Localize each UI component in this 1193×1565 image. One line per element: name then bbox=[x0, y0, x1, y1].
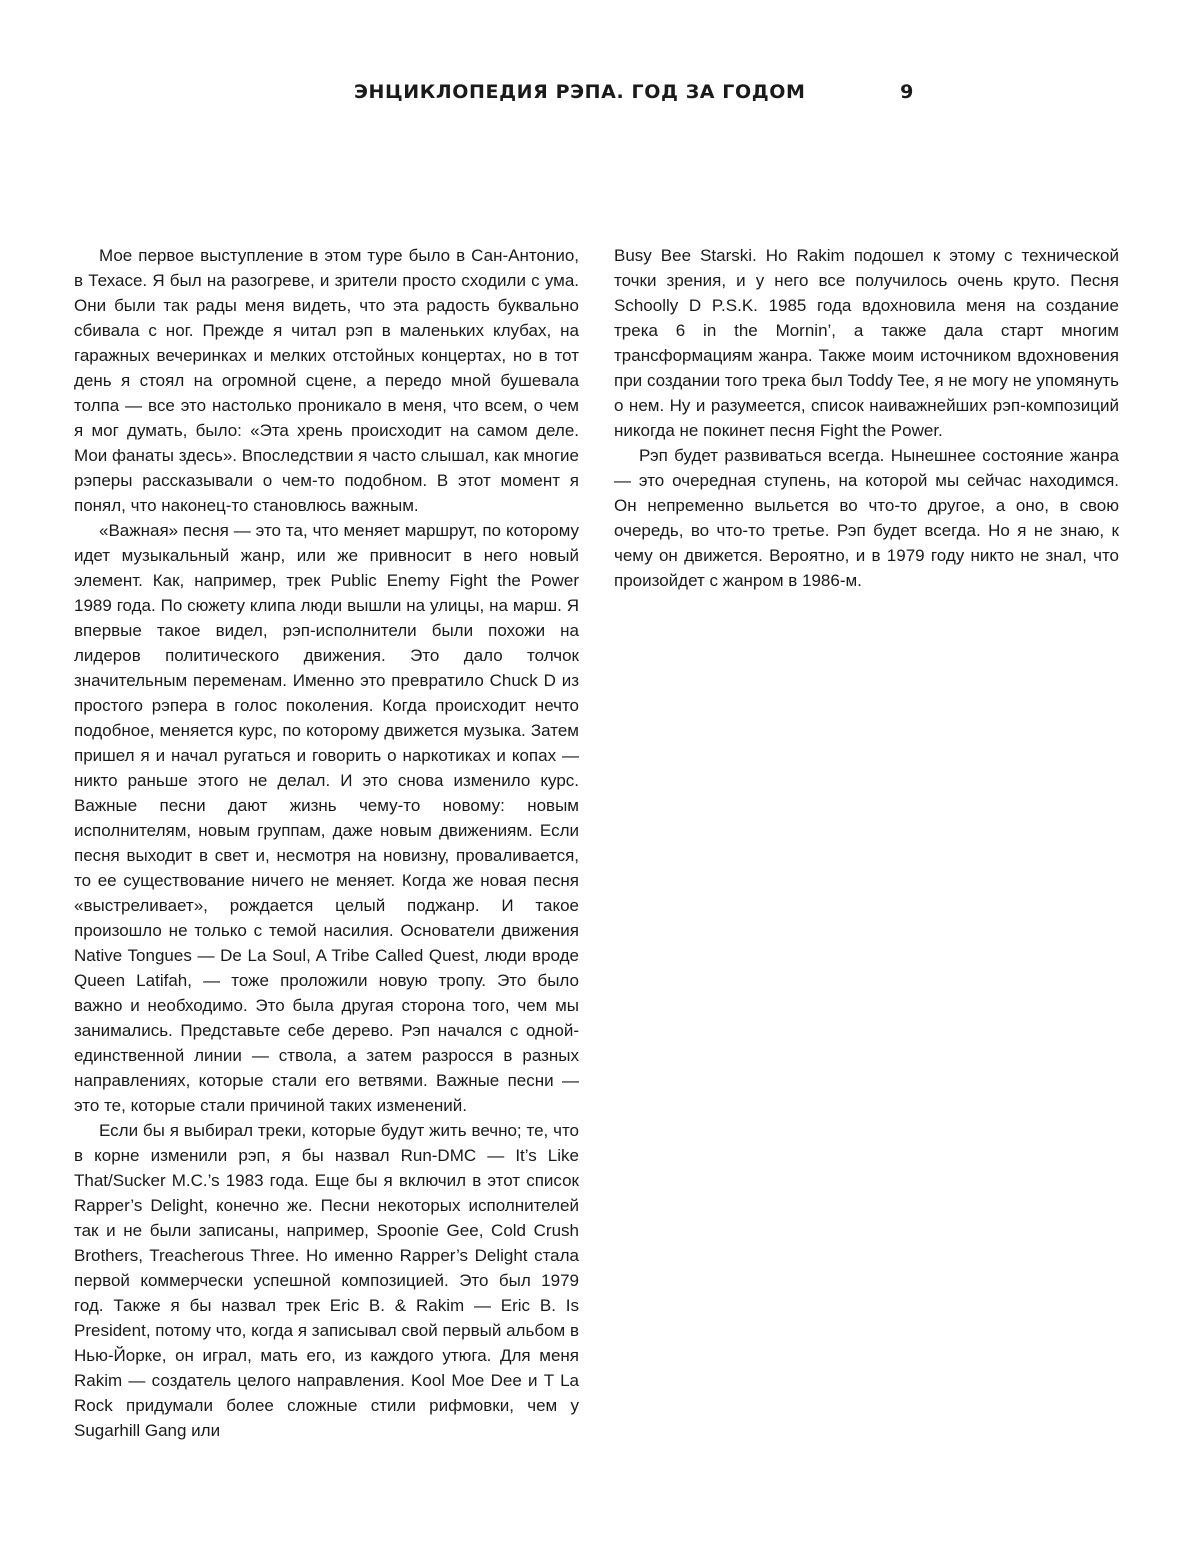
running-header bbox=[354, 78, 914, 112]
continued-paragraph: Busy Bee Starski. Но Rakim подошел к этому с технической точки зрения, и у него все получилось очень круто. Песня Schoolly D P.S.K. 1985 года вдохновила меня на создание трека 6 in the Mornin’, а также дала старт многим трансформациям жанра. Также моим источником вдохновения при создании того трека был Toddy Tee, я не могу не упомянуть о нем. Ну и разумеется, список наиважнейших рэп-композиций никогда не покинет песня Fight the Power. bbox=[614, 246, 1119, 440]
body-paragraph: «Важная» песня — это та, что меняет маршрут, по которому идет музыкальный жанр, или же привносит в него новый элемент. Как, например, трек Public Enemy Fight the Power 1989 года. По сюжету клипа люди вышли на улицы, на марш. Я впервые такое видел, рэп-исполнители были похожи на лидеров политического движения. Это дало толчок значительным переменам. Именно это превратило Chuck D из простого рэпера в голос поколения. Когда происходит нечто подобное, меняется курс, по которому движется музыка. Затем пришел я и начал ругаться и говорить о наркотиках и копах — никто раньше этого не делал. И это снова изменило курс. Важные песни дают жизнь чему-то новому: новым исполнителям, новым группам, даже новым движениям. Если песня выходит в свет и, несмотря на новизну, проваливается, то ее существование ничего не меняет. Когда же новая песня «выстреливает», рождается целый поджанр. И такое произошло не только с темой насилия. Основатели движения Native Tongues — De La Soul, A Tribe Called Quest, люди вроде Queen Latifah, — тоже проложили новую тропу. Это было важно и необходимо. Это была другая сторона того, чем мы занимались. Представьте себе дерево. Рэп начался с одной-единственной линии — ствола, а затем разросся в разных направлениях, которые стали его ветвями. Важные песни — это те, которые стали причиной таких изменений. bbox=[74, 521, 579, 1115]
body-paragraph: Если бы я выбирал треки, которые будут жить вечно; те, что в корне изменили рэп, я бы назвал Run-DMC — It’s Like That/Sucker M.C.’s 1983 года. Еще бы я включил в этот список Rapper’s Delight, конечно же. Песни некоторых исполнителей так и не были записаны, например, Spoonie Gee, Cold Crush Brothers, Treacherous Three. Но именно Rapper’s Delight стала первой коммерчески успешной композицией. Это был 1979 год. Также я бы назвал трек Eric B. & Rakim — Eric B. Is President, потому что, когда я записывал свой первый альбом в Нью-Йорке, он играл, мать его, из каждого утюга. Для меня Rakim — создатель целого направления. Kool Moe Dee и T La Rock придумали более сложные стили рифмовки, чем у Sugarhill Gang или bbox=[74, 1121, 579, 1440]
right-column bbox=[614, 243, 1119, 593]
page-number: 9 bbox=[900, 81, 914, 103]
body-paragraph: Рэп будет развиваться всегда. Нынешнее состояние жанра — это очередная ступень, на которой мы сейчас находимся. Он непременно выльется во что-то другое, а оно, в свою очередь, во что-то третье. Рэп будет всегда. Но я не знаю, к чему он движется. Вероятно, и в 1979 году никто не знал, что произойдет с жанром в 1986-м. bbox=[614, 446, 1119, 590]
body-paragraph: Мое первое выступление в этом туре было в Сан-Антонио, в Техасе. Я был на разогреве, и зрители просто сходили с ума. Они были так рады меня видеть, что эта радость буквально сбивала с ног. Прежде я читал рэп в маленьких клубах, на гаражных вечеринках и мелких отстойных концертах, но в тот день я стоял на огромной сцене, а передо мной бушевала толпа — все это настолько проникало в меня, что всем, о чем я мог думать, было: «Эта хрень происходит на самом деле. Мои фанаты здесь». Впоследствии я часто слышал, как многие рэперы рассказывали о чем-то подобном. В этот момент я понял, что наконец-то становлюсь важным. bbox=[74, 246, 579, 515]
left-column bbox=[74, 243, 579, 1443]
running-title: ЭНЦИКЛОПЕДИЯ РЭПА. ГОД ЗА ГОДОМ bbox=[354, 81, 806, 103]
